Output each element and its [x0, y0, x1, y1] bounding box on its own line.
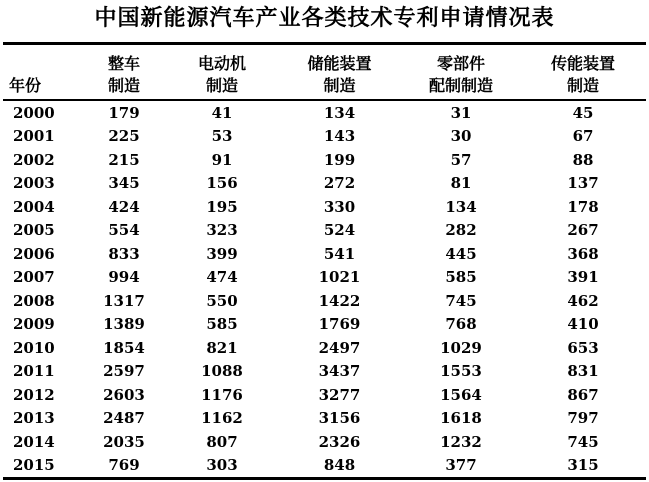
value-cell: 1618 [440, 409, 482, 428]
value-cell: 215 [108, 150, 140, 169]
value-cell: 745 [567, 432, 599, 451]
table-row [3, 336, 646, 360]
value-cell: 445 [445, 244, 477, 263]
value-cell: 424 [108, 197, 140, 216]
value-cell: 653 [567, 338, 599, 357]
column-header [81, 44, 167, 101]
column-header-line2: 制造 [566, 76, 599, 95]
value-cell: 225 [108, 127, 140, 146]
table-row [3, 172, 646, 196]
year-cell: 2002 [13, 150, 55, 169]
value-cell: 745 [445, 291, 477, 310]
value-cell: 303 [206, 456, 238, 475]
value-cell: 585 [445, 268, 477, 287]
table-row [3, 242, 646, 266]
value-cell: 831 [567, 362, 599, 381]
value-cell: 821 [206, 338, 238, 357]
year-cell: 2010 [13, 338, 55, 357]
value-cell: 81 [450, 174, 472, 193]
value-cell: 91 [211, 150, 233, 169]
value-cell: 994 [108, 268, 140, 287]
value-cell: 2035 [103, 432, 145, 451]
value-cell: 315 [567, 456, 599, 475]
column-header-line1: 电动机 [197, 54, 246, 73]
table-body [3, 100, 646, 479]
value-cell: 1553 [440, 362, 482, 381]
value-cell: 2597 [103, 362, 145, 381]
table-row [3, 407, 646, 431]
year-cell: 2004 [13, 197, 55, 216]
value-cell: 377 [445, 456, 477, 475]
column-header-line2: 制造 [323, 76, 356, 95]
column-header [520, 44, 646, 101]
column-header-line2: 制造 [107, 76, 140, 95]
year-cell: 2012 [13, 385, 55, 404]
value-cell: 3437 [318, 362, 361, 381]
value-cell: 31 [450, 103, 472, 122]
year-cell: 2007 [13, 268, 55, 287]
table-row [3, 313, 646, 337]
value-cell: 88 [572, 150, 594, 169]
table-row [3, 219, 646, 243]
value-cell: 67 [572, 127, 594, 146]
value-cell: 585 [206, 315, 238, 334]
column-header-line2: 制造 [205, 76, 238, 95]
value-cell: 272 [323, 174, 356, 193]
value-cell: 57 [450, 150, 472, 169]
table-row [3, 360, 646, 384]
year-cell: 2000 [13, 103, 55, 122]
value-cell: 2326 [318, 432, 361, 451]
value-cell: 1317 [103, 291, 145, 310]
year-cell: 2005 [13, 221, 55, 240]
value-cell: 323 [206, 221, 238, 240]
value-cell: 1029 [440, 338, 482, 357]
column-header [167, 44, 277, 101]
value-cell: 769 [108, 456, 140, 475]
value-cell: 45 [572, 103, 594, 122]
column-header [402, 44, 520, 101]
year-cell: 2009 [13, 315, 55, 334]
value-cell: 1769 [318, 315, 361, 334]
year-cell: 2015 [13, 456, 55, 475]
year-cell: 2011 [13, 362, 55, 381]
value-cell: 3156 [318, 409, 361, 428]
value-cell: 524 [323, 221, 356, 240]
value-cell: 199 [323, 150, 356, 169]
column-header [277, 44, 402, 101]
year-cell: 2013 [13, 409, 55, 428]
value-cell: 1232 [440, 432, 482, 451]
column-header-line1: 传能装置 [550, 54, 615, 73]
table-row [3, 195, 646, 219]
value-cell: 178 [567, 197, 599, 216]
value-cell: 282 [445, 221, 477, 240]
value-cell: 30 [450, 127, 472, 146]
value-cell: 53 [211, 127, 233, 146]
value-cell: 410 [567, 315, 599, 334]
table-row [3, 148, 646, 172]
value-cell: 134 [323, 103, 356, 122]
column-header-line2: 配制制造 [428, 76, 493, 95]
value-cell: 368 [567, 244, 599, 263]
value-cell: 554 [108, 221, 140, 240]
value-cell: 391 [567, 268, 599, 287]
value-cell: 1162 [201, 409, 243, 428]
value-cell: 2497 [318, 338, 361, 357]
value-cell: 41 [211, 103, 233, 122]
value-cell: 137 [567, 174, 599, 193]
value-cell: 1564 [440, 385, 482, 404]
value-cell: 848 [323, 456, 356, 475]
value-cell: 195 [206, 197, 238, 216]
value-cell: 768 [445, 315, 477, 334]
year-cell: 2003 [13, 174, 55, 193]
column-header-year [3, 44, 81, 101]
value-cell: 2603 [103, 385, 145, 404]
year-cell: 2008 [13, 291, 55, 310]
value-cell: 807 [206, 432, 238, 451]
year-cell: 2006 [13, 244, 55, 263]
value-cell: 143 [323, 127, 356, 146]
patent-table [3, 42, 646, 480]
value-cell: 179 [108, 103, 140, 122]
value-cell: 1176 [201, 385, 243, 404]
table-row [3, 125, 646, 149]
value-cell: 134 [445, 197, 477, 216]
table-row [3, 289, 646, 313]
column-header-line1 [9, 53, 81, 75]
value-cell: 267 [567, 221, 599, 240]
value-cell: 156 [206, 174, 238, 193]
value-cell: 474 [206, 268, 238, 287]
value-cell: 330 [323, 197, 356, 216]
value-cell: 1021 [318, 268, 361, 287]
table-row [3, 266, 646, 290]
header-row [3, 44, 646, 101]
value-cell: 345 [108, 174, 140, 193]
year-cell: 2014 [13, 432, 55, 451]
value-cell: 541 [323, 244, 356, 263]
table-row [3, 383, 646, 407]
value-cell: 1389 [103, 315, 145, 334]
column-header-line2: 年份 [9, 76, 42, 95]
value-cell: 3277 [318, 385, 361, 404]
column-header-line1: 整车 [107, 54, 140, 73]
value-cell: 1422 [318, 291, 361, 310]
table-header [3, 44, 646, 101]
table-title: 中国新能源汽车产业各类技术专利申请情况表 [94, 6, 555, 31]
value-cell: 550 [206, 291, 238, 310]
value-cell: 2487 [103, 409, 145, 428]
value-cell: 797 [567, 409, 599, 428]
column-header-line1: 零部件 [436, 54, 485, 73]
value-cell: 833 [108, 244, 140, 263]
table-row [3, 100, 646, 125]
table-row [3, 430, 646, 454]
value-cell: 1088 [201, 362, 243, 381]
table-row [3, 454, 646, 479]
value-cell: 399 [206, 244, 238, 263]
column-header-line1: 储能装置 [307, 54, 372, 73]
year-cell: 2001 [13, 127, 55, 146]
value-cell: 867 [567, 385, 599, 404]
value-cell: 1854 [103, 338, 145, 357]
value-cell: 462 [567, 291, 599, 310]
